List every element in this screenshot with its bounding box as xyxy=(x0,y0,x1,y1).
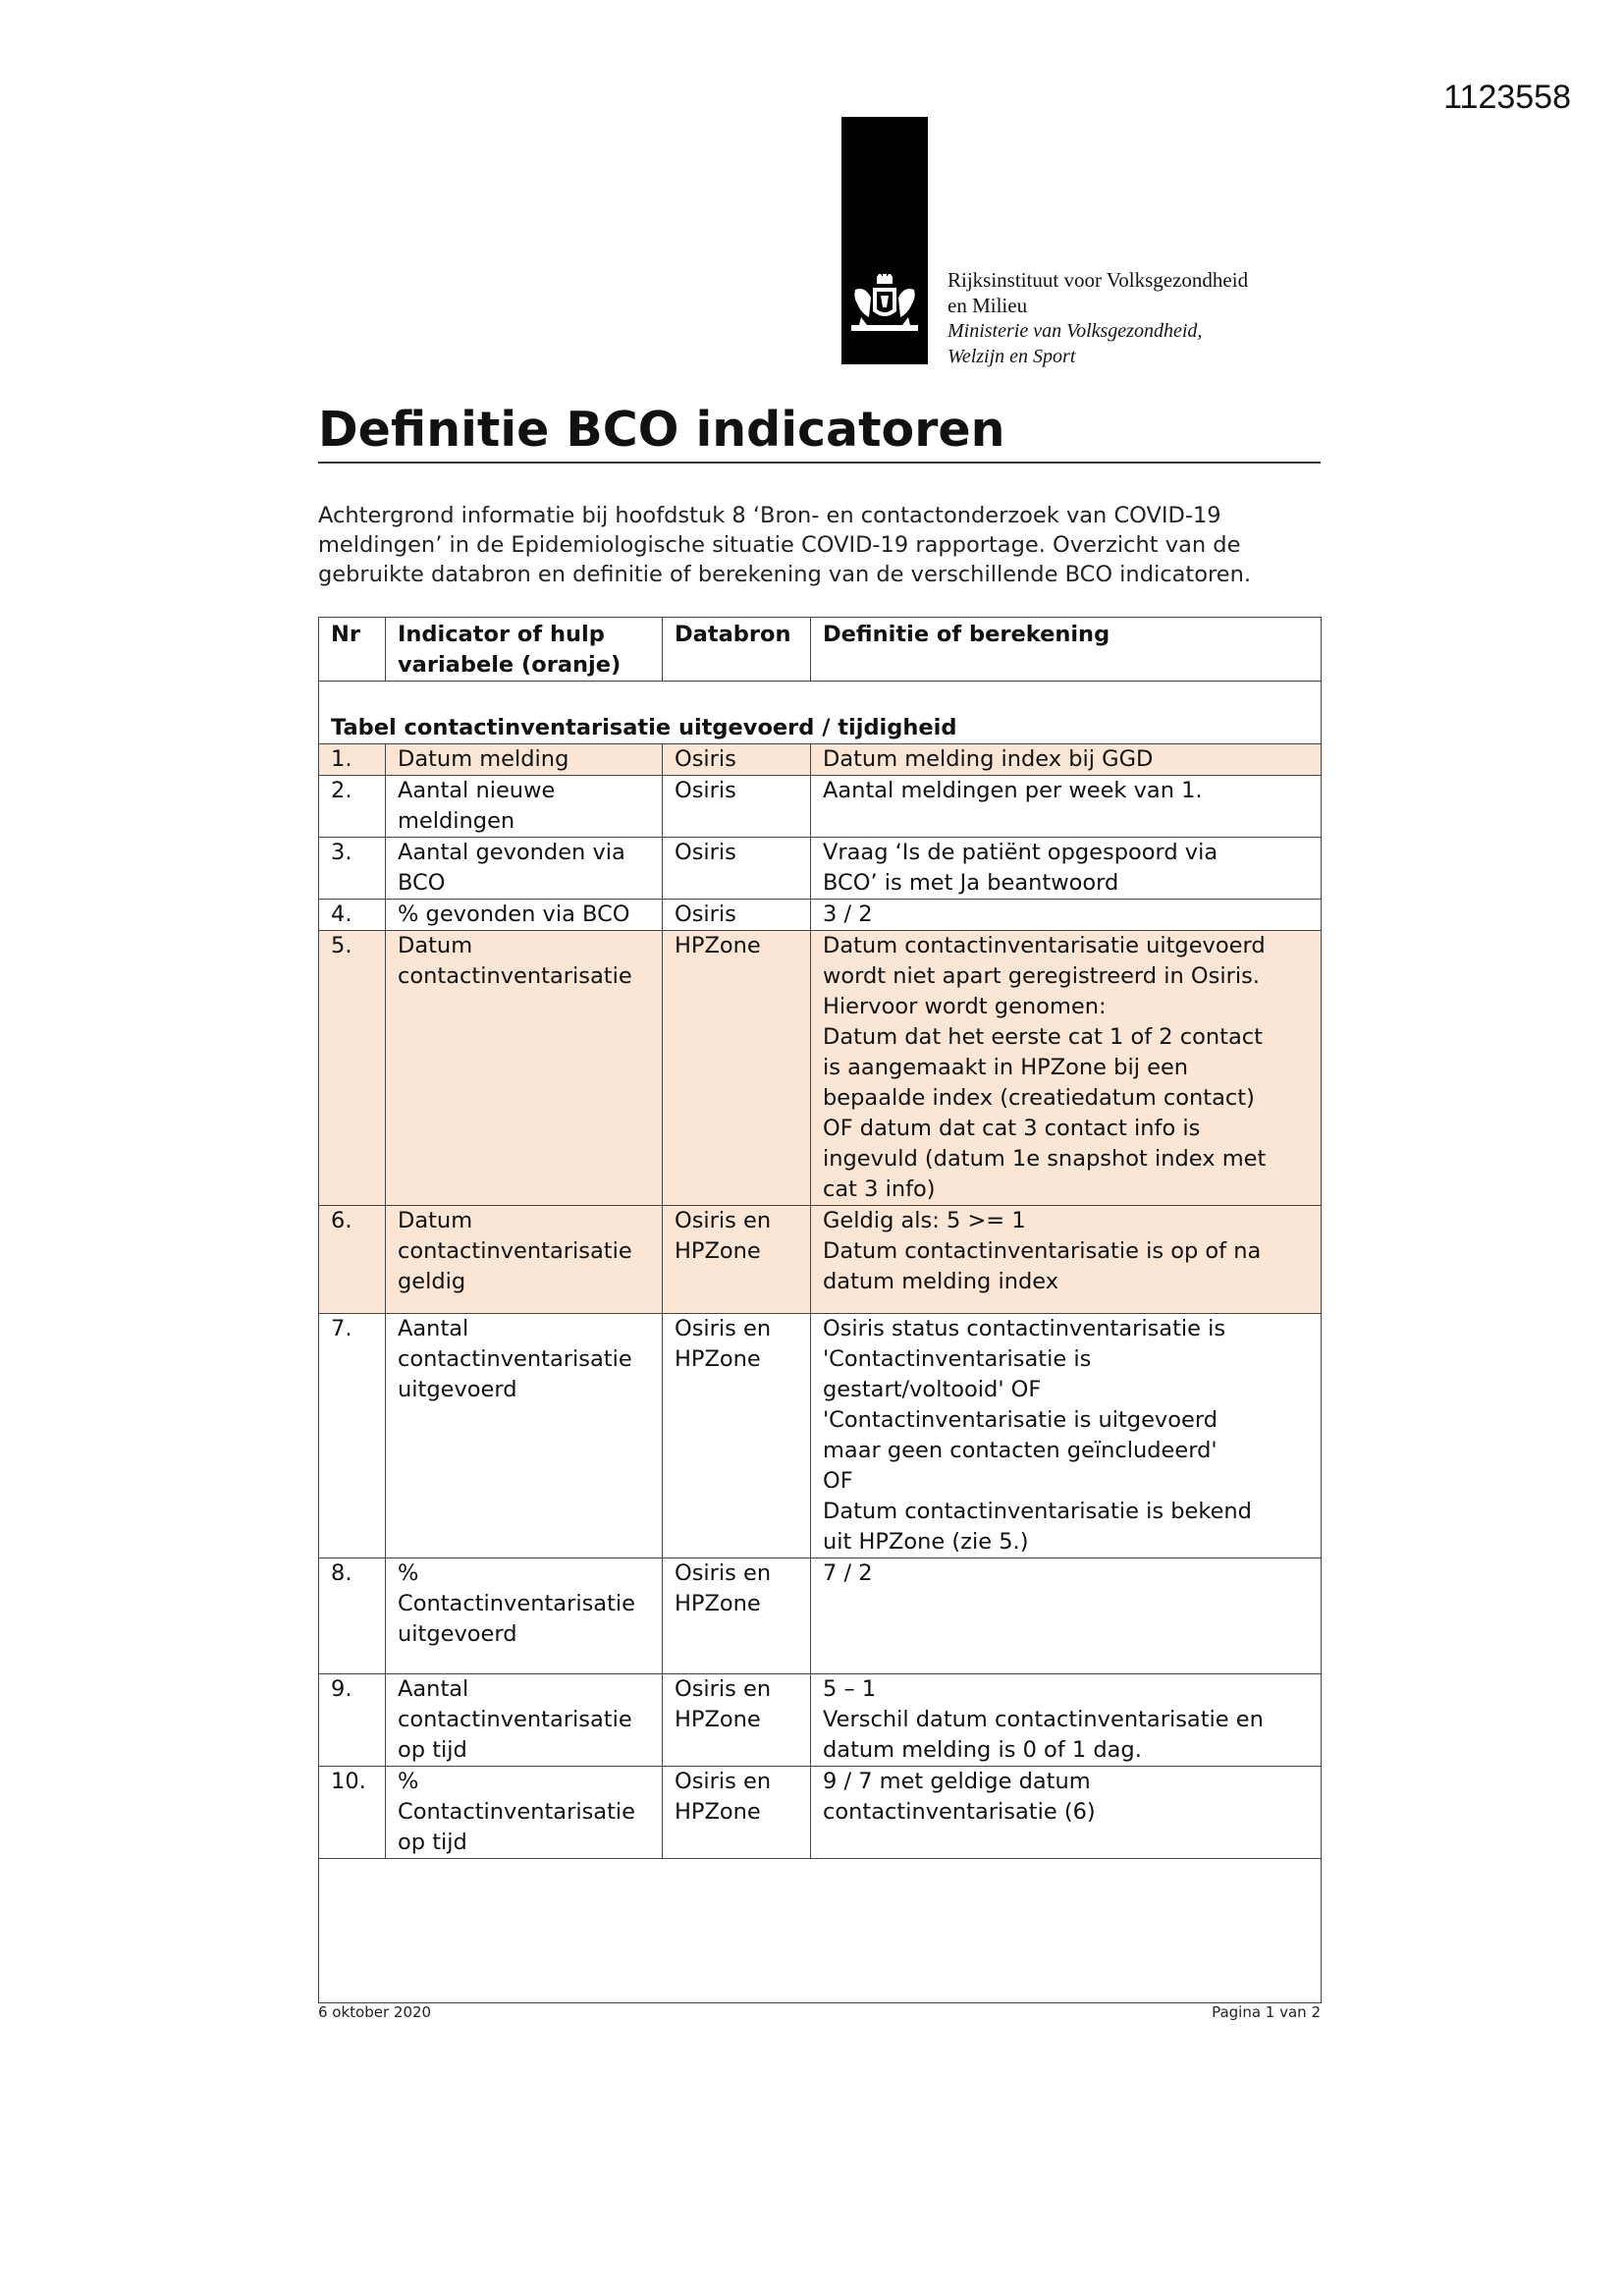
row-databron xyxy=(663,744,811,776)
row-definitie-line: cat 3 info) xyxy=(823,1176,936,1202)
ministry-line1: Ministerie van Volksgezondheid, xyxy=(947,320,1203,342)
table-header-row xyxy=(319,618,1322,682)
row-definitie xyxy=(811,838,1322,900)
row-indicator-line: BCO xyxy=(398,870,446,896)
header-indicator-line2: variabele (oranje) xyxy=(398,652,622,678)
row-databron-line: HPZone xyxy=(675,933,761,958)
row-indicator-line: op tijd xyxy=(398,1830,467,1855)
row-definitie-line: 3 / 2 xyxy=(823,902,873,927)
row-databron xyxy=(663,1767,811,1859)
row-indicator xyxy=(386,744,663,776)
page-title: Definitie BCO indicatoren xyxy=(318,401,1321,464)
row-nr: 10. xyxy=(319,1767,386,1859)
row-indicator-line: contactinventarisatie xyxy=(398,963,632,989)
row-definitie-line: bepaalde index (creatiedatum contact) xyxy=(823,1085,1255,1111)
row-definitie-line: Datum contactinventarisatie is bekend xyxy=(823,1499,1252,1524)
row-definitie-line: Geldig als: 5 >= 1 xyxy=(823,1208,1026,1233)
footer-page-number: Pagina 1 van 2 xyxy=(1212,2003,1321,2021)
row-indicator-line: uitgevoerd xyxy=(398,1377,517,1402)
row-databron xyxy=(663,931,811,1206)
row-definitie-line: 'Contactinventarisatie is uitgevoerd xyxy=(823,1407,1218,1433)
org-name-line1: Rijksinstituut voor Volksgezondheid xyxy=(947,268,1249,292)
row-indicator xyxy=(386,776,663,838)
row-databron-line: Osiris xyxy=(675,746,736,772)
org-name-line2: en Milieu xyxy=(947,294,1028,317)
table-row xyxy=(319,931,1322,1206)
row-databron-line: Osiris en xyxy=(675,1769,772,1794)
row-definitie-line: OF datum dat cat 3 contact info is xyxy=(823,1116,1201,1141)
row-indicator xyxy=(386,1767,663,1859)
row-indicator-line: geldig xyxy=(398,1269,466,1294)
row-definitie xyxy=(811,1674,1322,1767)
row-definitie-line: Datum contactinventarisatie uitgevoerd xyxy=(823,933,1266,958)
row-nr: 1. xyxy=(319,744,386,776)
indicator-table xyxy=(318,617,1322,2003)
row-definitie-line: OF xyxy=(823,1468,853,1494)
spacer-row xyxy=(319,682,1322,714)
row-definitie-line: Aantal meldingen per week van 1. xyxy=(823,778,1203,803)
table-row xyxy=(319,1767,1322,1859)
row-definitie-line: Vraag ‘Is de patiënt opgespoord via xyxy=(823,840,1218,865)
header-indicator-line1: Indicator of hulp xyxy=(398,622,605,647)
row-databron-line: Osiris xyxy=(675,902,736,927)
table-row xyxy=(319,744,1322,776)
table-row xyxy=(319,776,1322,838)
row-definitie-line: Datum dat het eerste cat 1 of 2 contact xyxy=(823,1024,1263,1050)
row-nr: 2. xyxy=(319,776,386,838)
row-nr: 8. xyxy=(319,1558,386,1674)
header-nr: Nr xyxy=(319,618,386,682)
row-indicator xyxy=(386,1558,663,1674)
row-databron-line: Osiris en xyxy=(675,1560,772,1586)
row-definitie xyxy=(811,744,1322,776)
row-definitie-line: Datum melding index bij GGD xyxy=(823,746,1154,772)
row-definitie-line: datum melding is 0 of 1 dag. xyxy=(823,1737,1142,1763)
row-indicator-line: contactinventarisatie xyxy=(398,1707,632,1732)
row-indicator-line: contactinventarisatie xyxy=(398,1346,632,1372)
intro-paragraph: Achtergrond informatie bij hoofdstuk 8 ‘Bron- en contactonderzoek van COVID-19 meldingen’ in de Epidemiologische situatie COVID-19 rapportage. Overzicht van de gebruikte databron en definitie of berekening van de verschillende BCO indicatoren. xyxy=(318,503,1251,587)
row-databron xyxy=(663,838,811,900)
row-databron xyxy=(663,900,811,931)
footer-date: 6 oktober 2020 xyxy=(318,2003,432,2021)
row-indicator-line: Aantal nieuwe xyxy=(398,778,556,803)
row-indicator xyxy=(386,931,663,1206)
organisation-block xyxy=(947,267,1248,369)
table-row xyxy=(319,1206,1322,1314)
row-definitie-line: maar geen contacten geïncludeerd' xyxy=(823,1438,1218,1463)
row-databron-line: Osiris en xyxy=(675,1676,772,1702)
row-definitie-line: contactinventarisatie (6) xyxy=(823,1799,1096,1825)
row-indicator-line: Aantal xyxy=(398,1316,469,1341)
row-nr: 5. xyxy=(319,931,386,1206)
row-indicator xyxy=(386,838,663,900)
row-indicator-line: Datum xyxy=(398,1208,473,1233)
section-title-row xyxy=(319,713,1322,744)
row-definitie-line: Hiervoor wordt genomen: xyxy=(823,994,1107,1019)
row-definitie xyxy=(811,1314,1322,1558)
header-definitie: Definitie of berekening xyxy=(811,618,1322,682)
row-nr: 9. xyxy=(319,1674,386,1767)
row-definitie-line: ingevuld (datum 1e snapshot index met xyxy=(823,1146,1267,1172)
row-indicator-line: Contactinventarisatie xyxy=(398,1799,636,1825)
row-definitie-line: is aangemaakt in HPZone bij een xyxy=(823,1055,1189,1080)
row-indicator xyxy=(386,900,663,931)
row-nr: 7. xyxy=(319,1314,386,1558)
section-title: Tabel contactinventarisatie uitgevoerd / tijdigheid xyxy=(319,713,1322,744)
row-definitie xyxy=(811,776,1322,838)
row-definitie-line: 9 / 7 met geldige datum xyxy=(823,1769,1091,1794)
row-definitie-line: 'Contactinventarisatie is xyxy=(823,1346,1092,1372)
row-indicator-line: Aantal xyxy=(398,1676,469,1702)
row-definitie-line: uit HPZone (zie 5.) xyxy=(823,1529,1029,1555)
row-databron-line: Osiris en xyxy=(675,1316,772,1341)
row-definitie-line: Osiris status contactinventarisatie is xyxy=(823,1316,1226,1341)
row-indicator-line: uitgevoerd xyxy=(398,1621,517,1647)
row-definitie-line: Verschil datum contactinventarisatie en xyxy=(823,1707,1264,1732)
row-databron-line: HPZone xyxy=(675,1707,761,1732)
row-indicator-line: % gevonden via BCO xyxy=(398,902,630,927)
row-databron-line: Osiris en xyxy=(675,1208,772,1233)
row-databron xyxy=(663,1206,811,1314)
row-databron xyxy=(663,776,811,838)
empty-row xyxy=(319,1859,1322,2003)
row-definitie-line: 7 / 2 xyxy=(823,1560,873,1586)
row-definitie-line: gestart/voltooid' OF xyxy=(823,1377,1042,1402)
row-indicator-line: op tijd xyxy=(398,1737,467,1763)
table-row xyxy=(319,1674,1322,1767)
row-indicator xyxy=(386,1206,663,1314)
table-row xyxy=(319,1558,1322,1674)
row-definitie xyxy=(811,1558,1322,1674)
row-indicator-line: % xyxy=(398,1560,419,1586)
row-databron-line: HPZone xyxy=(675,1591,761,1616)
row-indicator xyxy=(386,1674,663,1767)
coat-of-arms-icon xyxy=(847,274,922,345)
row-indicator-line: Contactinventarisatie xyxy=(398,1591,636,1616)
row-databron xyxy=(663,1314,811,1558)
logo-bar xyxy=(841,117,928,364)
row-definitie-line: 5 – 1 xyxy=(823,1676,877,1702)
header-indicator xyxy=(386,618,663,682)
row-indicator-line: % xyxy=(398,1769,419,1794)
row-databron-line: HPZone xyxy=(675,1238,761,1264)
table-row xyxy=(319,900,1322,931)
row-definitie-line: wordt niet apart geregistreerd in Osiris. xyxy=(823,963,1260,989)
header-databron: Databron xyxy=(663,618,811,682)
row-definitie xyxy=(811,1767,1322,1859)
row-definitie-line: datum melding index xyxy=(823,1269,1059,1294)
row-indicator xyxy=(386,1314,663,1558)
row-indicator-line: meldingen xyxy=(398,808,515,834)
document-id: 1123558 xyxy=(1443,79,1571,116)
row-indicator-line: Aantal gevonden via xyxy=(398,840,625,865)
row-nr: 6. xyxy=(319,1206,386,1314)
row-databron-line: Osiris xyxy=(675,778,736,803)
row-definitie-line: BCO’ is met Ja beantwoord xyxy=(823,870,1119,896)
row-definitie xyxy=(811,900,1322,931)
ministry-line2: Welzijn en Sport xyxy=(947,346,1076,367)
row-databron-line: HPZone xyxy=(675,1799,761,1825)
table-row xyxy=(319,1314,1322,1558)
row-databron-line: Osiris xyxy=(675,840,736,865)
row-nr: 4. xyxy=(319,900,386,931)
row-indicator-line: Datum melding xyxy=(398,746,569,772)
row-databron-line: HPZone xyxy=(675,1346,761,1372)
row-nr: 3. xyxy=(319,838,386,900)
row-databron xyxy=(663,1558,811,1674)
row-definitie-line: Datum contactinventarisatie is op of na xyxy=(823,1238,1262,1264)
row-databron xyxy=(663,1674,811,1767)
row-indicator-line: Datum xyxy=(398,933,473,958)
row-definitie xyxy=(811,931,1322,1206)
row-indicator-line: contactinventarisatie xyxy=(398,1238,632,1264)
table-row xyxy=(319,838,1322,900)
row-definitie xyxy=(811,1206,1322,1314)
